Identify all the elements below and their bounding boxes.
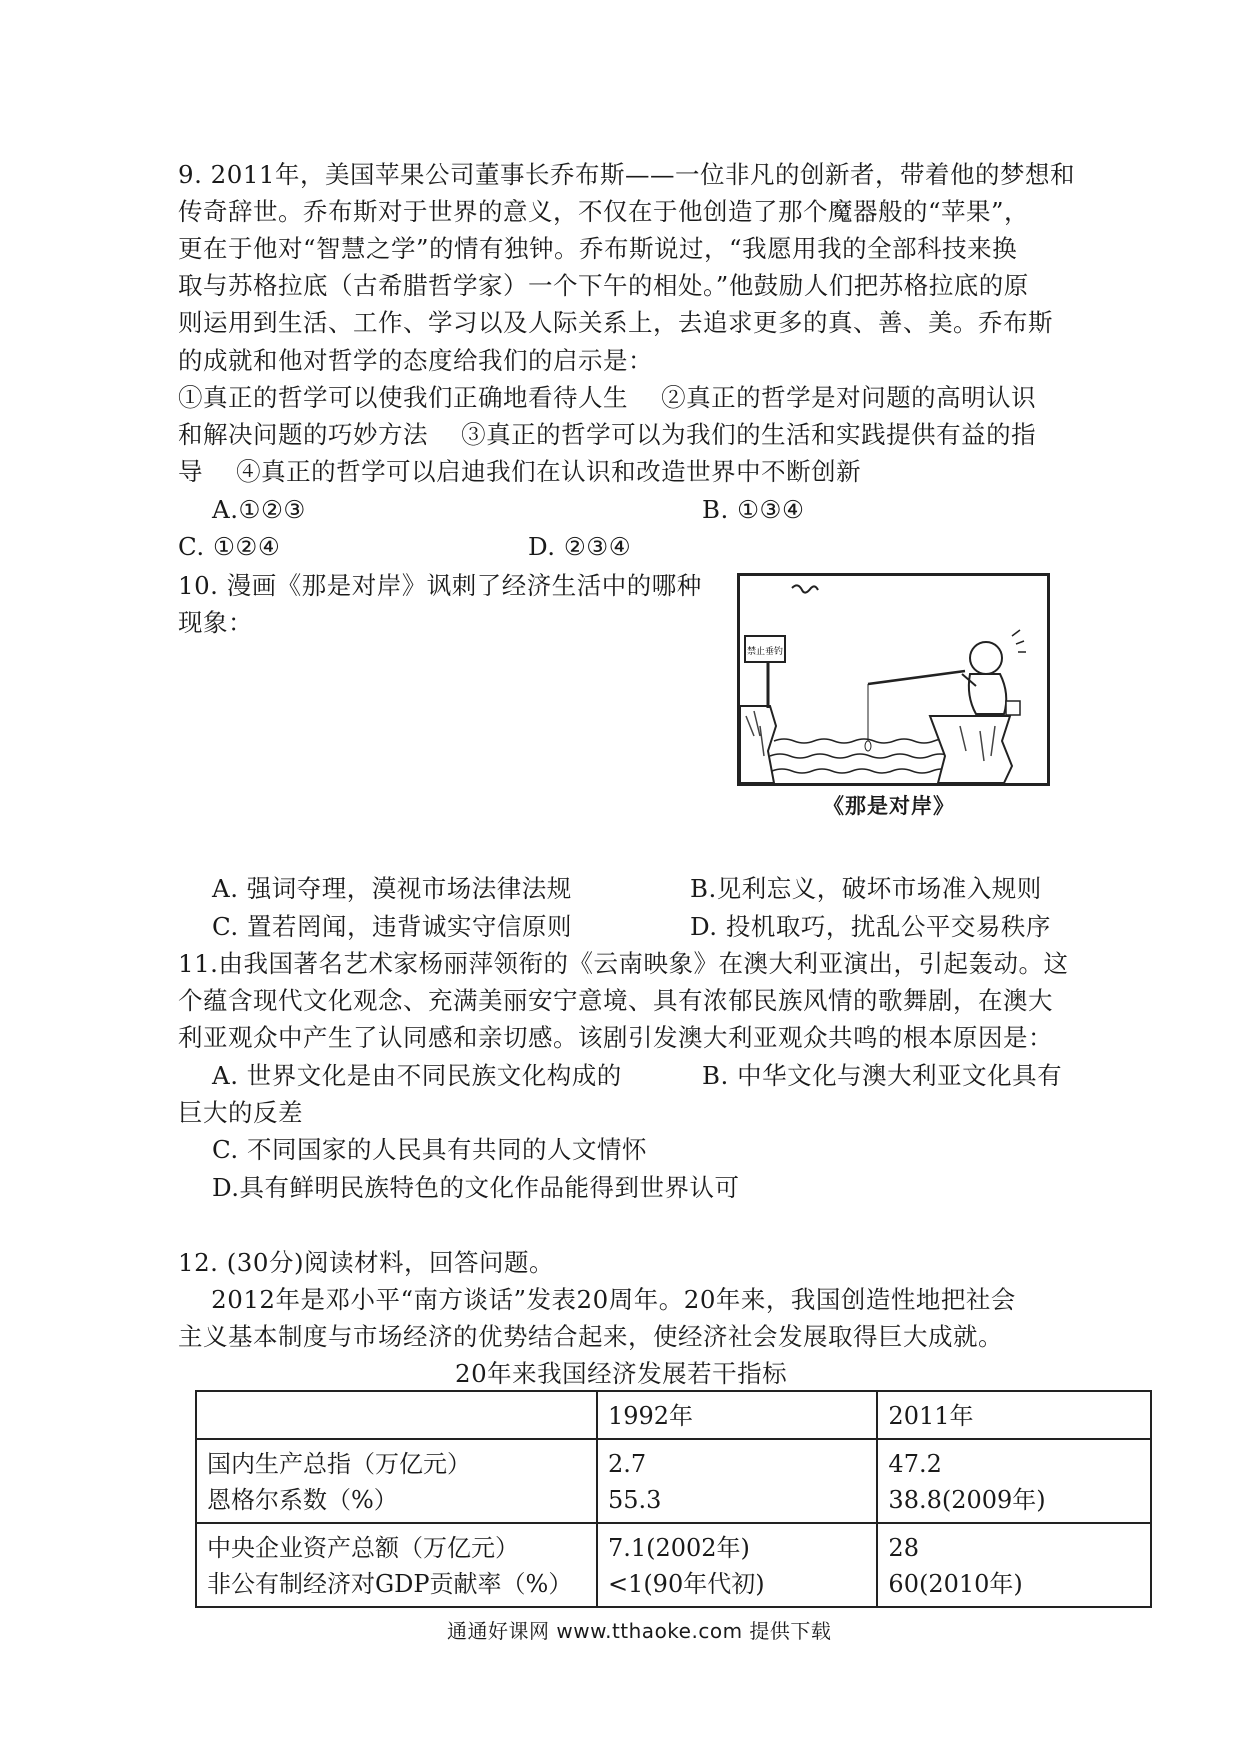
table-cell: 60(2010年)	[888, 1570, 1023, 1598]
fishing-rod	[868, 671, 965, 684]
table-cell-1992-group-1	[597, 1439, 877, 1523]
q9-line-6: 的成就和他对哲学的态度给我们的启示是：	[178, 346, 653, 375]
q10-option-a: A. 强词夺理，漠视市场法律法规	[212, 874, 572, 903]
cartoon-image	[737, 573, 1050, 786]
fisherman-head	[970, 642, 1002, 674]
q9-line-5: 则运用到生活、工作、学习以及人际关系上，去追求更多的真、善、美。乔布斯	[178, 308, 1053, 337]
q11-line-1: 11.由我国著名艺术家杨丽萍领衔的《云南映象》在澳大利亚演出，引起轰动。这	[178, 949, 1069, 978]
table-cell: 28	[888, 1534, 919, 1562]
q12-heading: 12. (30分)阅读材料，回答问题。	[178, 1248, 555, 1277]
table-cell: 38.8(2009年)	[888, 1486, 1046, 1514]
cartoon-illustration	[740, 576, 1047, 783]
table-header-cell: 2011年	[877, 1391, 1151, 1439]
fisherman-body	[969, 674, 1006, 714]
q11-line-3: 利亚观众中产生了认同感和亲切感。该剧引发澳大利亚观众共鸣的根本原因是：	[178, 1023, 1053, 1052]
table-cell: 非公有制经济对GDP贡献率（%）	[207, 1570, 573, 1598]
q11-option-d: D.具有鲜明民族特色的文化作品能得到世界认可	[212, 1173, 740, 1202]
table-cell: 7.1(2002年)	[607, 1534, 750, 1562]
q9-option-b: B. ①③④	[702, 495, 805, 524]
q9-line-3: 更在于他对“智慧之学”的情有独钟。乔布斯说过，“我愿用我的全部科技来换	[178, 234, 1018, 263]
table-row	[196, 1523, 1151, 1607]
table-cell: 中央企业资产总额（万亿元）	[207, 1534, 519, 1562]
footer-text: 通通好课网 www.tthaoke.com 提供下载	[447, 1619, 832, 1643]
water-wave-2	[770, 754, 970, 758]
table-cell: <1(90年代初)	[607, 1570, 765, 1598]
q9-line-2: 传奇辞世。乔布斯对于世界的意义，不仅在于他创造了那个魔器般的“苹果”，	[178, 197, 1030, 226]
q9-line-8: 和解决问题的巧妙方法 ③真正的哲学可以为我们的生活和实践提供有益的指	[178, 420, 1037, 449]
q10-line-2: 现象：	[178, 608, 253, 637]
bucket	[1006, 701, 1020, 715]
q11-option-b-cont: 巨大的反差	[178, 1098, 303, 1127]
table-header-row	[196, 1391, 1151, 1439]
q9-line-9: 导 ④真正的哲学可以启迪我们在认识和改造世界中不断创新	[178, 457, 862, 486]
table-cell: 2.7	[607, 1450, 647, 1478]
q9-option-a: A.①②③	[212, 495, 306, 524]
motion-lines	[1012, 630, 1026, 652]
table-row	[196, 1439, 1151, 1523]
q9-line-1: 9. 2011年，美国苹果公司董事长乔布斯——一位非凡的创新者，带着他的梦想和	[178, 160, 1076, 189]
q12-para-line-2: 主义基本制度与市场经济的优势结合起来，使经济社会发展取得巨大成就。	[178, 1322, 1003, 1351]
q11-line-2: 个蕴含现代文化观念、充满美丽安宁意境、具有浓郁民族风情的歌舞剧，在澳大	[178, 986, 1053, 1015]
table-title: 20年来我国经济发展若干指标	[455, 1359, 788, 1388]
q10-option-b: B.见利忘义，破坏市场准入规则	[690, 874, 1042, 903]
q10-option-d: D. 投机取巧，扰乱公平交易秩序	[690, 912, 1051, 941]
cartoon-caption: 《那是对岸》	[823, 793, 955, 818]
table-cell-2011-group-1	[877, 1439, 1151, 1523]
q11-option-c: C. 不同国家的人民具有共同的人文情怀	[212, 1135, 647, 1164]
indicators-table	[195, 1390, 1152, 1608]
table-header-cell	[196, 1391, 597, 1439]
table-header-cell: 1992年	[597, 1391, 877, 1439]
table-cell-1992-group-2	[597, 1523, 877, 1607]
right-cliff	[930, 716, 1012, 783]
q9-line-4: 取与苏格拉底（古希腊哲学家）一个下午的相处。”他鼓励人们把苏格拉底的原	[178, 271, 1029, 300]
q11-option-b: B. 中华文化与澳大利亚文化具有	[702, 1061, 1063, 1090]
signature-scribble	[792, 585, 818, 592]
q11-option-a: A. 世界文化是由不同民族文化构成的	[212, 1061, 622, 1090]
q9-option-d: D. ②③④	[528, 532, 632, 561]
q10-line-1: 10. 漫画《那是对岸》讽刺了经济生活中的哪种	[178, 571, 702, 600]
left-cliff	[740, 706, 776, 783]
table-cell-2011-group-2	[877, 1523, 1151, 1607]
q12-para-line-1: 2012年是邓小平“南方谈话”发表20周年。20年来，我国创造性地把社会	[178, 1285, 1016, 1314]
table-cell: 国内生产总指（万亿元）	[207, 1450, 471, 1478]
q9-line-7: ①真正的哲学可以使我们正确地看待人生 ②真正的哲学是对问题的高明认识	[178, 383, 1037, 412]
fishing-float	[865, 741, 871, 751]
table-cell: 恩格尔系数（%）	[207, 1486, 398, 1514]
q10-option-c: C. 置若罔闻，违背诚实守信原则	[212, 912, 572, 941]
table-cell-label-group-1	[196, 1439, 597, 1523]
sign-text: 禁止垂钓	[746, 647, 784, 657]
table-cell: 55.3	[607, 1486, 662, 1514]
table-cell: 47.2	[888, 1450, 942, 1478]
q9-option-c: C. ①②④	[178, 532, 281, 561]
table-cell-label-group-2	[196, 1523, 597, 1607]
